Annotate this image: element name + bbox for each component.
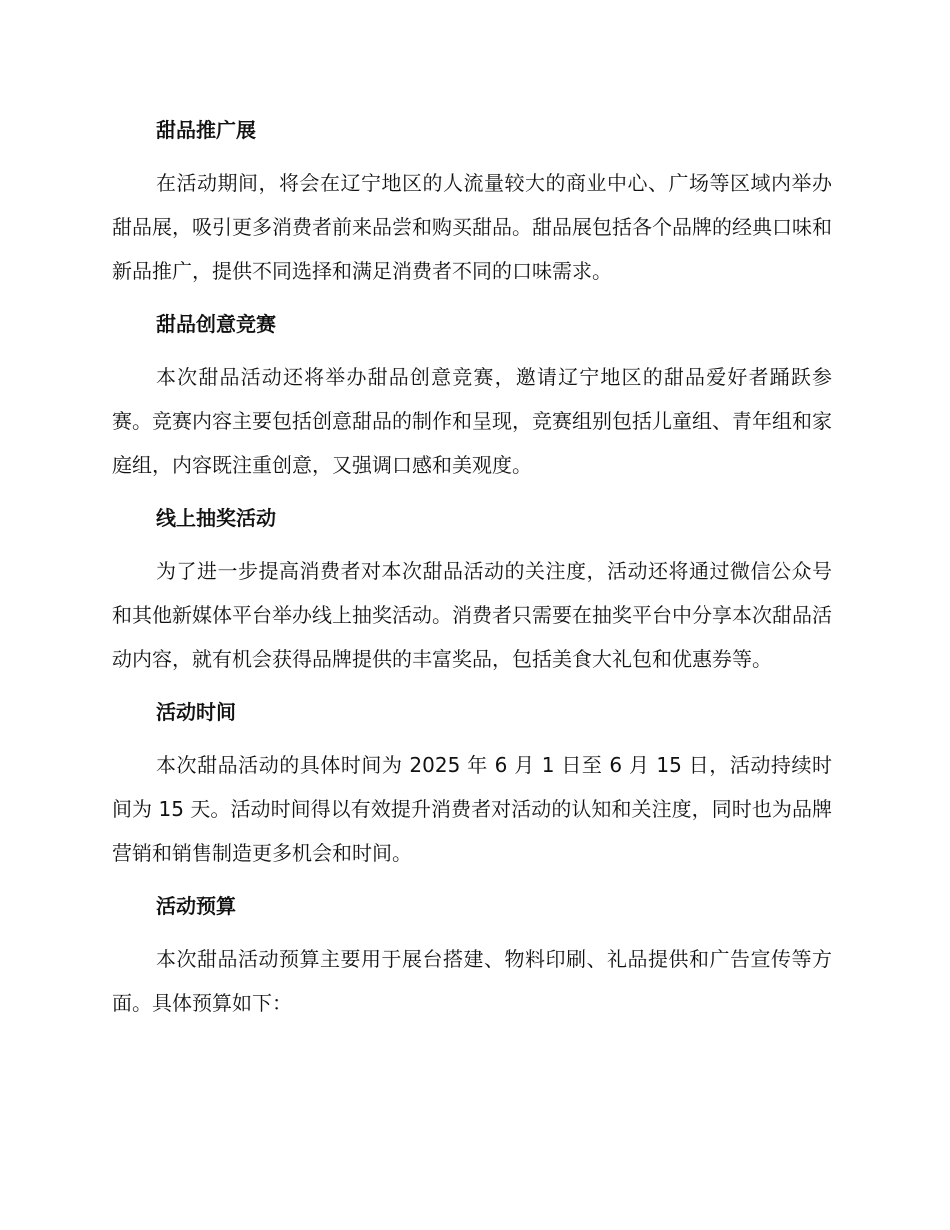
document-page [112,112,832,1038]
section-paragraph: 在活动期间，将会在辽宁地区的人流量较大的商业中心、广场等区域内举办甜品展，吸引更多消费者前来品尝和购买甜品。甜品展包括各个品牌的经典口味和新品推广，提供不同选择和满足消费者不同的口味需求。 [112,171,832,283]
section-online-lottery [112,500,832,681]
section-heading: 甜品推广展 [156,118,256,142]
section-heading: 线上抽奖活动 [156,506,276,530]
section-event-time [112,694,832,875]
section-paragraph: 本次甜品活动还将举办甜品创意竞赛，邀请辽宁地区的甜品爱好者踊跃参赛。竞赛内容主要包括创意甜品的制作和呈现，竞赛组别包括儿童组、青年组和家庭组，内容既注重创意，又强调口感和美观度。 [112,365,832,477]
section-creative-contest [112,306,832,487]
section-event-budget [112,888,832,1025]
section-paragraph: 为了进一步提高消费者对本次甜品活动的关注度，活动还将通过微信公众号和其他新媒体平台举办线上抽奖活动。消费者只需要在抽奖平台中分享本次甜品活动内容，就有机会获得品牌提供的丰富奖品，包括美食大礼包和优惠券等。 [112,559,832,671]
section-paragraph: 本次甜品活动预算主要用于展台搭建、物料印刷、礼品提供和广告宣传等方面。具体预算如下： [112,947,832,1015]
section-dessert-expo [112,112,832,293]
section-heading: 活动时间 [156,700,236,724]
section-paragraph: 本次甜品活动的具体时间为 2025 年 6 月 1 日至 6 月 15 日，活动持续时间为 15 天。活动时间得以有效提升消费者对活动的认知和关注度，同时也为品牌营销和销售制造更多机会和时间。 [112,753,832,865]
section-heading: 甜品创意竞赛 [156,312,276,336]
section-heading: 活动预算 [156,894,236,918]
